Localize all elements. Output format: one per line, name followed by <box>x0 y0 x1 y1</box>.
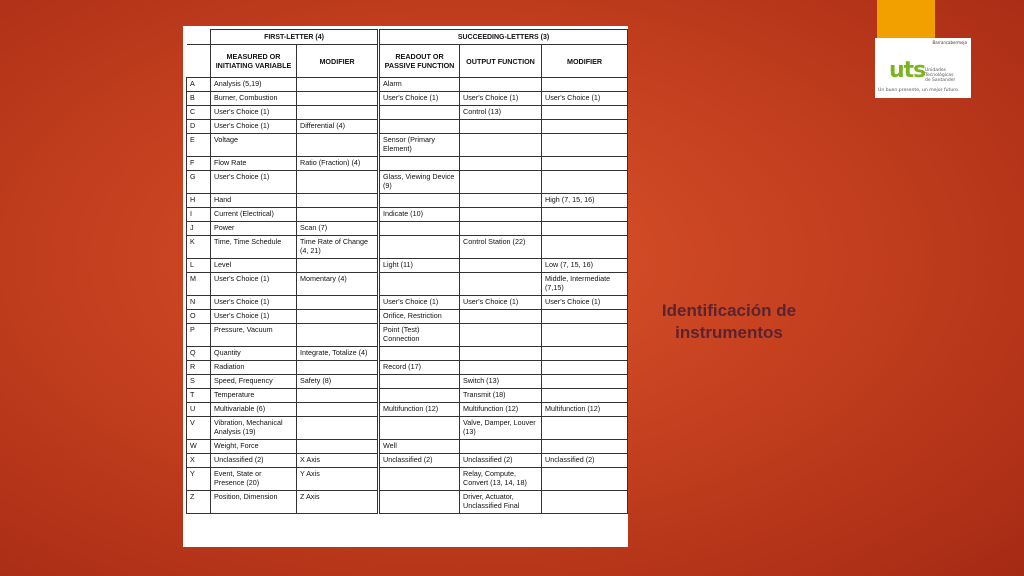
cell-modifier: X Axis <box>297 454 379 468</box>
table-row <box>187 171 628 194</box>
cell-output <box>460 134 542 157</box>
cell-letter: S <box>187 375 211 389</box>
logo-campus: Barrancabermeja <box>932 40 967 45</box>
cell-modifier2: User's Choice (1) <box>542 92 628 106</box>
cell-letter: T <box>187 389 211 403</box>
uts-logo <box>875 38 971 98</box>
cell-measured: Speed, Frequency <box>211 375 297 389</box>
cell-readout <box>379 194 460 208</box>
isa-letter-table <box>186 29 628 514</box>
cell-letter: R <box>187 361 211 375</box>
cell-modifier2 <box>542 222 628 236</box>
cell-readout: Sensor (Primary Element) <box>379 134 460 157</box>
cell-modifier2 <box>542 78 628 92</box>
cell-readout <box>379 106 460 120</box>
table-row <box>187 310 628 324</box>
cell-modifier2 <box>542 375 628 389</box>
cell-readout <box>379 375 460 389</box>
col-header-modifier: MODIFIER <box>297 45 379 78</box>
cell-modifier2 <box>542 157 628 171</box>
cell-modifier <box>297 310 379 324</box>
cell-modifier <box>297 208 379 222</box>
cell-modifier <box>297 324 379 347</box>
cell-letter: N <box>187 296 211 310</box>
cell-measured: User's Choice (1) <box>211 310 297 324</box>
table-row <box>187 208 628 222</box>
instrument-identification-table-image <box>183 26 628 547</box>
cell-modifier <box>297 417 379 440</box>
cell-modifier2 <box>542 468 628 491</box>
cell-modifier2 <box>542 120 628 134</box>
cell-output: Unclassified (2) <box>460 454 542 468</box>
cell-modifier2 <box>542 324 628 347</box>
cell-modifier2 <box>542 310 628 324</box>
cell-modifier2 <box>542 417 628 440</box>
cell-modifier2: Multifunction (12) <box>542 403 628 417</box>
cell-modifier <box>297 361 379 375</box>
cell-modifier2 <box>542 134 628 157</box>
cell-readout: Well <box>379 440 460 454</box>
cell-output: Control Station (22) <box>460 236 542 259</box>
cell-letter: L <box>187 259 211 273</box>
cell-modifier: Time Rate of Change (4, 21) <box>297 236 379 259</box>
cell-modifier: Scan (7) <box>297 222 379 236</box>
slide-title <box>636 300 822 344</box>
cell-readout <box>379 468 460 491</box>
cell-letter: V <box>187 417 211 440</box>
cell-letter: Q <box>187 347 211 361</box>
cell-modifier2: Low (7, 15, 16) <box>542 259 628 273</box>
cell-modifier <box>297 440 379 454</box>
cell-output <box>460 273 542 296</box>
cell-modifier2 <box>542 171 628 194</box>
cell-measured: User's Choice (1) <box>211 273 297 296</box>
logo-name <box>925 68 965 83</box>
cell-readout <box>379 491 460 514</box>
col-header-readout: READOUT OR PASSIVE FUNCTION <box>379 45 460 78</box>
logo-name-line-2: Tecnológicas <box>925 73 954 78</box>
cell-modifier: Safety (8) <box>297 375 379 389</box>
logo-mark: uts <box>889 58 926 83</box>
cell-modifier <box>297 134 379 157</box>
cell-measured: User's Choice (1) <box>211 296 297 310</box>
cell-modifier <box>297 106 379 120</box>
col-header-output: OUTPUT FUNCTION <box>460 45 542 78</box>
cell-output: Relay, Compute, Convert (13, 14, 18) <box>460 468 542 491</box>
table-row <box>187 296 628 310</box>
table-row <box>187 194 628 208</box>
cell-output <box>460 208 542 222</box>
cell-readout: Alarm <box>379 78 460 92</box>
table-row <box>187 222 628 236</box>
table-body <box>187 78 628 514</box>
slide-title-line-2: instrumentos <box>675 323 783 342</box>
cell-modifier <box>297 92 379 106</box>
cell-measured: User's Choice (1) <box>211 171 297 194</box>
table-corner <box>187 30 211 45</box>
cell-measured: Time, Time Schedule <box>211 236 297 259</box>
cell-modifier: Momentary (4) <box>297 273 379 296</box>
cell-letter: D <box>187 120 211 134</box>
cell-measured: Unclassified (2) <box>211 454 297 468</box>
cell-modifier <box>297 78 379 92</box>
cell-letter: K <box>187 236 211 259</box>
cell-modifier <box>297 171 379 194</box>
table-row <box>187 468 628 491</box>
cell-letter: X <box>187 454 211 468</box>
cell-modifier <box>297 259 379 273</box>
cell-modifier <box>297 389 379 403</box>
cell-readout: Point (Test) Connection <box>379 324 460 347</box>
table-row <box>187 375 628 389</box>
cell-modifier: Y Axis <box>297 468 379 491</box>
cell-measured: Voltage <box>211 134 297 157</box>
cell-readout <box>379 236 460 259</box>
cell-output <box>460 194 542 208</box>
table-row <box>187 78 628 92</box>
cell-measured: User's Choice (1) <box>211 106 297 120</box>
table-row <box>187 403 628 417</box>
cell-output: Control (13) <box>460 106 542 120</box>
cell-measured: Temperature <box>211 389 297 403</box>
cell-modifier <box>297 403 379 417</box>
cell-modifier: Ratio (Fraction) (4) <box>297 157 379 171</box>
cell-modifier2 <box>542 389 628 403</box>
table-row <box>187 361 628 375</box>
cell-letter: I <box>187 208 211 222</box>
cell-readout: Orifice, Restriction <box>379 310 460 324</box>
cell-letter: Z <box>187 491 211 514</box>
cell-letter: O <box>187 310 211 324</box>
cell-modifier2 <box>542 440 628 454</box>
cell-readout <box>379 120 460 134</box>
cell-measured: Weight, Force <box>211 440 297 454</box>
cell-modifier: Z Axis <box>297 491 379 514</box>
cell-measured: Position, Dimension <box>211 491 297 514</box>
cell-readout <box>379 347 460 361</box>
table-row <box>187 324 628 347</box>
logo-name-line-3: de Santander <box>925 78 956 83</box>
cell-measured: Multivariable (6) <box>211 403 297 417</box>
cell-measured: Flow Rate <box>211 157 297 171</box>
cell-output: Transmit (18) <box>460 389 542 403</box>
cell-modifier2: Middle, Intermediate (7,15) <box>542 273 628 296</box>
cell-modifier2 <box>542 361 628 375</box>
cell-output: Multifunction (12) <box>460 403 542 417</box>
table-row <box>187 157 628 171</box>
cell-modifier2 <box>542 491 628 514</box>
cell-letter: B <box>187 92 211 106</box>
logo-name-line-1: Unidades <box>925 68 946 73</box>
group-header-succeeding-letters: SUCCEEDING-LETTERS (3) <box>379 30 628 45</box>
cell-output: Driver, Actuator, Unclassified Final <box>460 491 542 514</box>
cell-letter: A <box>187 78 211 92</box>
table-row <box>187 92 628 106</box>
cell-measured: Level <box>211 259 297 273</box>
table-row <box>187 417 628 440</box>
cell-letter: J <box>187 222 211 236</box>
cell-modifier: Integrate, Totalize (4) <box>297 347 379 361</box>
table-row <box>187 259 628 273</box>
cell-readout: Glass, Viewing Device (9) <box>379 171 460 194</box>
table-row <box>187 273 628 296</box>
cell-modifier2: Unclassified (2) <box>542 454 628 468</box>
cell-measured: Hand <box>211 194 297 208</box>
cell-readout <box>379 273 460 296</box>
accent-bar <box>877 0 935 42</box>
table-row <box>187 347 628 361</box>
cell-letter: P <box>187 324 211 347</box>
table-row <box>187 120 628 134</box>
group-header-first-letter: FIRST-LETTER (4) <box>211 30 379 45</box>
cell-letter: F <box>187 157 211 171</box>
cell-readout: Light (11) <box>379 259 460 273</box>
table-row <box>187 236 628 259</box>
col-header-measured: MEASURED OR INITIATING VARIABLE <box>211 45 297 78</box>
cell-modifier <box>297 296 379 310</box>
cell-output: Switch (13) <box>460 375 542 389</box>
cell-modifier2: User's Choice (1) <box>542 296 628 310</box>
cell-output <box>460 310 542 324</box>
cell-output <box>460 259 542 273</box>
cell-output <box>460 347 542 361</box>
cell-letter: H <box>187 194 211 208</box>
cell-output <box>460 78 542 92</box>
cell-modifier2 <box>542 236 628 259</box>
cell-readout: Indicate (10) <box>379 208 460 222</box>
cell-readout <box>379 157 460 171</box>
cell-letter: G <box>187 171 211 194</box>
cell-measured: Quantity <box>211 347 297 361</box>
cell-readout <box>379 222 460 236</box>
table-row <box>187 389 628 403</box>
cell-measured: User's Choice (1) <box>211 120 297 134</box>
cell-readout: Record (17) <box>379 361 460 375</box>
table-row <box>187 454 628 468</box>
cell-output <box>460 222 542 236</box>
cell-letter: Y <box>187 468 211 491</box>
cell-output <box>460 324 542 347</box>
cell-modifier2: High (7, 15, 16) <box>542 194 628 208</box>
table-row <box>187 491 628 514</box>
cell-readout <box>379 417 460 440</box>
cell-letter: W <box>187 440 211 454</box>
cell-measured: Analysis (5,19) <box>211 78 297 92</box>
cell-output: User's Choice (1) <box>460 92 542 106</box>
cell-measured: Current (Electrical) <box>211 208 297 222</box>
cell-readout: User's Choice (1) <box>379 296 460 310</box>
cell-measured: Pressure, Vacuum <box>211 324 297 347</box>
cell-measured: Burner, Combustion <box>211 92 297 106</box>
cell-readout: User's Choice (1) <box>379 92 460 106</box>
cell-measured: Radiation <box>211 361 297 375</box>
cell-modifier2 <box>542 208 628 222</box>
cell-letter: M <box>187 273 211 296</box>
cell-output: Valve, Damper, Louver (13) <box>460 417 542 440</box>
cell-readout: Multifunction (12) <box>379 403 460 417</box>
cell-output <box>460 440 542 454</box>
table-row <box>187 440 628 454</box>
cell-measured: Power <box>211 222 297 236</box>
cell-measured: Event, State or Presence (20) <box>211 468 297 491</box>
cell-output <box>460 361 542 375</box>
cell-output <box>460 171 542 194</box>
cell-readout <box>379 389 460 403</box>
cell-readout: Unclassified (2) <box>379 454 460 468</box>
table-corner-lower <box>187 45 211 78</box>
cell-letter: E <box>187 134 211 157</box>
cell-measured: Vibration, Mechanical Analysis (19) <box>211 417 297 440</box>
col-header-modifier-2: MODIFIER <box>542 45 628 78</box>
cell-letter: U <box>187 403 211 417</box>
cell-output <box>460 157 542 171</box>
slide-title-line-1: Identificación de <box>661 301 797 320</box>
cell-modifier <box>297 194 379 208</box>
logo-tagline: Un buen presente, un mejor futuro. <box>878 88 960 93</box>
cell-output <box>460 120 542 134</box>
cell-modifier: Differential (4) <box>297 120 379 134</box>
table-row <box>187 106 628 120</box>
cell-modifier2 <box>542 347 628 361</box>
cell-letter: C <box>187 106 211 120</box>
table-row <box>187 134 628 157</box>
cell-modifier2 <box>542 106 628 120</box>
cell-output: User's Choice (1) <box>460 296 542 310</box>
